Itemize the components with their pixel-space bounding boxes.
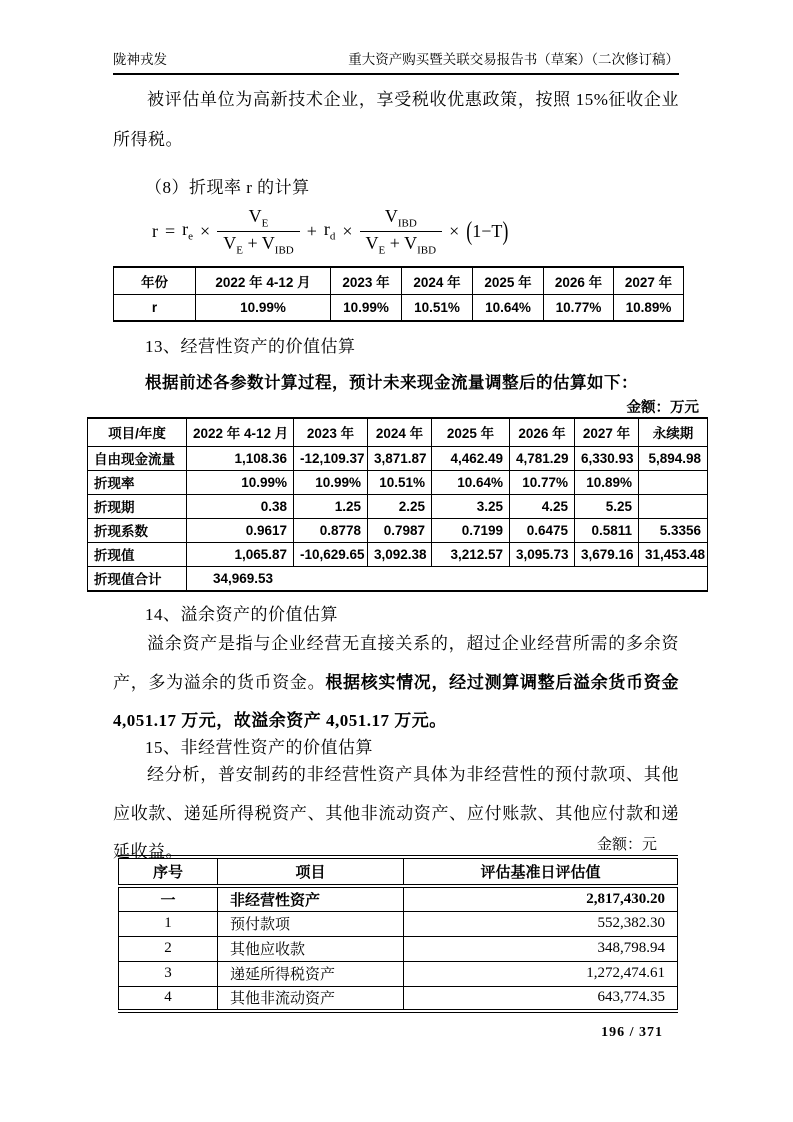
non-operating-assets-paragraph: 经分析，普安制药的非经营性资产具体为非经营性的预付款项、其他应收款、递延所得税资产、其他非流动资产、应付账款、其他应付款和递延收益。 (113, 765, 679, 861)
discount-rate-table (113, 266, 684, 322)
heading-operating-assets: 13、经营性资产的价值估算 (145, 337, 356, 356)
row-item: 其他应收款 (218, 936, 404, 961)
page-number: 196 / 371 (601, 1025, 663, 1040)
row-label: 折现值 (88, 542, 187, 566)
table-cell: 10.51% (368, 470, 432, 494)
table-cell: 3,095.73 (510, 542, 575, 566)
table-cell: 0.8778 (294, 518, 368, 542)
col-header: 评估基准日评估值 (404, 857, 678, 886)
page-header (113, 48, 679, 75)
row-item: 非经营性资产 (218, 886, 404, 911)
table-cell: 3,092.38 (368, 542, 432, 566)
col-header: 年份 (114, 267, 196, 294)
col-header: 2025 年 (473, 267, 544, 294)
formula-times2: × (342, 220, 353, 241)
cashflow-table (87, 417, 708, 592)
table-cell: 0.7199 (432, 518, 510, 542)
table-cell (639, 494, 708, 518)
unit-label-wanyuan: 金额：万元 (626, 400, 699, 416)
table-cell: 5.3356 (639, 518, 708, 542)
table-row-present-value (88, 542, 708, 566)
table-cell: -10,629.65 (294, 542, 368, 566)
heading-discount-rate-calc: （8）折现率 r 的计算 (145, 178, 310, 197)
table-cell: 10.77% (510, 470, 575, 494)
table-cell: 0.6475 (510, 518, 575, 542)
table-cell: 3,871.87 (368, 446, 432, 470)
formula-re: $r_e$ (182, 219, 194, 243)
cashflow-table-header-row (88, 418, 708, 446)
table-row-deferred-tax-assets (119, 961, 678, 986)
col-header: 2022 年 4-12 月 (196, 267, 331, 294)
row-label: 折现率 (88, 470, 187, 494)
row-number: 2 (119, 936, 218, 961)
row-number: 4 (119, 986, 218, 1011)
table-row-noa-total (119, 886, 678, 911)
table-row-prepayments (119, 911, 678, 936)
table-cell: 2.25 (368, 494, 432, 518)
formula-tax-term: (1−T) (466, 215, 509, 245)
surplus-assets-paragraph (113, 625, 679, 741)
heading-non-operating-assets: 15、非经营性资产的价值估算 (145, 738, 373, 757)
surplus-text-normal: 溢余资产是指与企业经营无直接关系的，超过企业经营所需的多余资产，多为溢余的货币资金。 (113, 634, 679, 692)
formula-equals: = (165, 220, 176, 241)
formula-rd: $r_d$ (323, 219, 336, 243)
table-row-discount-rate (88, 470, 708, 494)
col-header: 2024 年 (402, 267, 473, 294)
header-document-title: 重大资产购买暨关联交易报告书（草案）（二次修订稿） (348, 52, 679, 67)
formula-times3: × (449, 220, 460, 241)
formula-fraction-debt: $\frac{V_{IBD}}{V_E + V_{IBD}}$ (360, 206, 443, 256)
table-cell: 31,453.48 (639, 542, 708, 566)
table-row-other-receivables (119, 936, 678, 961)
col-header: 2023 年 (331, 267, 402, 294)
cashflow-note: 根据前述各参数计算过程，预计未来现金流量调整后的估算如下： (145, 373, 638, 392)
col-header: 2023 年 (294, 418, 368, 446)
table-row-other-noncurrent-assets (119, 986, 678, 1011)
col-header: 2022 年 4-12 月 (187, 418, 294, 446)
table-cell: 5,894.98 (639, 446, 708, 470)
table-cell: 0.7987 (368, 518, 432, 542)
formula-fraction-equity: $\frac{V_E}{V_E + V_{IBD}}$ (217, 206, 300, 256)
table-cell: 0.5811 (575, 518, 639, 542)
table-cell: 4,462.49 (432, 446, 510, 470)
row-value: 1,272,474.61 (404, 961, 678, 986)
col-header: 2027 年 (575, 418, 639, 446)
table-cell: 3,212.57 (432, 542, 510, 566)
col-header: 序号 (119, 857, 218, 886)
intro-paragraph: 被评估单位为高新技术企业，享受税收优惠政策，按照 15%征收企业所得税。 (113, 90, 679, 149)
table-row-discount-factor (88, 518, 708, 542)
col-header: 2024 年 (368, 418, 432, 446)
discount-rate-row (114, 294, 684, 321)
table-cell: 1,108.36 (187, 446, 294, 470)
surplus-text-bold: 根据核实情况，经过测算调整后溢余货币资金 4,051.17 万元，故溢余资产 4,051.17 万元。 (113, 672, 680, 730)
col-header: 永续期 (639, 418, 708, 446)
row-item: 预付款项 (218, 911, 404, 936)
table-row-free-cashflow (88, 446, 708, 470)
row-value: 552,382.30 (404, 911, 678, 936)
row-number: 3 (119, 961, 218, 986)
table-cell-total: 34,969.53 (187, 566, 708, 591)
table-cell: 10.51% (402, 294, 473, 321)
row-number: 1 (119, 911, 218, 936)
row-label: 折现期 (88, 494, 187, 518)
table-cell: 10.89% (575, 470, 639, 494)
row-number: 一 (119, 886, 218, 911)
row-value: 2,817,430.20 (404, 886, 678, 911)
table-cell: 10.99% (187, 470, 294, 494)
table-cell: -12,109.37 (294, 446, 368, 470)
table-cell: 10.64% (432, 470, 510, 494)
table-row-present-value-total (88, 566, 708, 591)
non-operating-assets-table (118, 855, 678, 1013)
table-cell: 6,330.93 (575, 446, 639, 470)
table-cell: 3.25 (432, 494, 510, 518)
noa-table-header-row (119, 857, 678, 886)
row-label: 折现值合计 (88, 566, 187, 591)
table-cell: 5.25 (575, 494, 639, 518)
col-header: 2026 年 (544, 267, 614, 294)
discount-rate-formula (152, 206, 508, 256)
formula-times: × (200, 220, 211, 241)
table-cell: 4.25 (510, 494, 575, 518)
table-cell: 10.64% (473, 294, 544, 321)
table-cell (639, 470, 708, 494)
table-cell: 1,065.87 (187, 542, 294, 566)
col-header: 2027 年 (614, 267, 684, 294)
row-label: r (114, 294, 196, 321)
table-cell: 0.38 (187, 494, 294, 518)
row-value: 348,798.94 (404, 936, 678, 961)
table-cell: 10.99% (294, 470, 368, 494)
row-label: 折现系数 (88, 518, 187, 542)
heading-surplus-assets: 14、溢余资产的价值估算 (145, 605, 338, 624)
col-header: 项目 (218, 857, 404, 886)
row-label: 自由现金流量 (88, 446, 187, 470)
formula-plus: + (306, 220, 317, 241)
col-header: 2025 年 (432, 418, 510, 446)
col-header: 2026 年 (510, 418, 575, 446)
row-item: 其他非流动资产 (218, 986, 404, 1011)
formula-lhs: r (152, 220, 158, 241)
row-item: 递延所得税资产 (218, 961, 404, 986)
discount-rate-table-header-row (114, 267, 684, 294)
table-cell: 10.77% (544, 294, 614, 321)
table-row-discount-period (88, 494, 708, 518)
table-cell: 4,781.29 (510, 446, 575, 470)
col-header: 项目/年度 (88, 418, 187, 446)
table-cell: 10.99% (331, 294, 402, 321)
table-cell: 0.9617 (187, 518, 294, 542)
unit-label-yuan: 金额：元 (596, 837, 657, 853)
table-cell: 10.89% (614, 294, 684, 321)
row-value: 643,774.35 (404, 986, 678, 1011)
table-cell: 3,679.16 (575, 542, 639, 566)
header-company-name: 陇神戎发 (113, 52, 167, 67)
table-cell: 10.99% (196, 294, 331, 321)
table-cell: 1.25 (294, 494, 368, 518)
